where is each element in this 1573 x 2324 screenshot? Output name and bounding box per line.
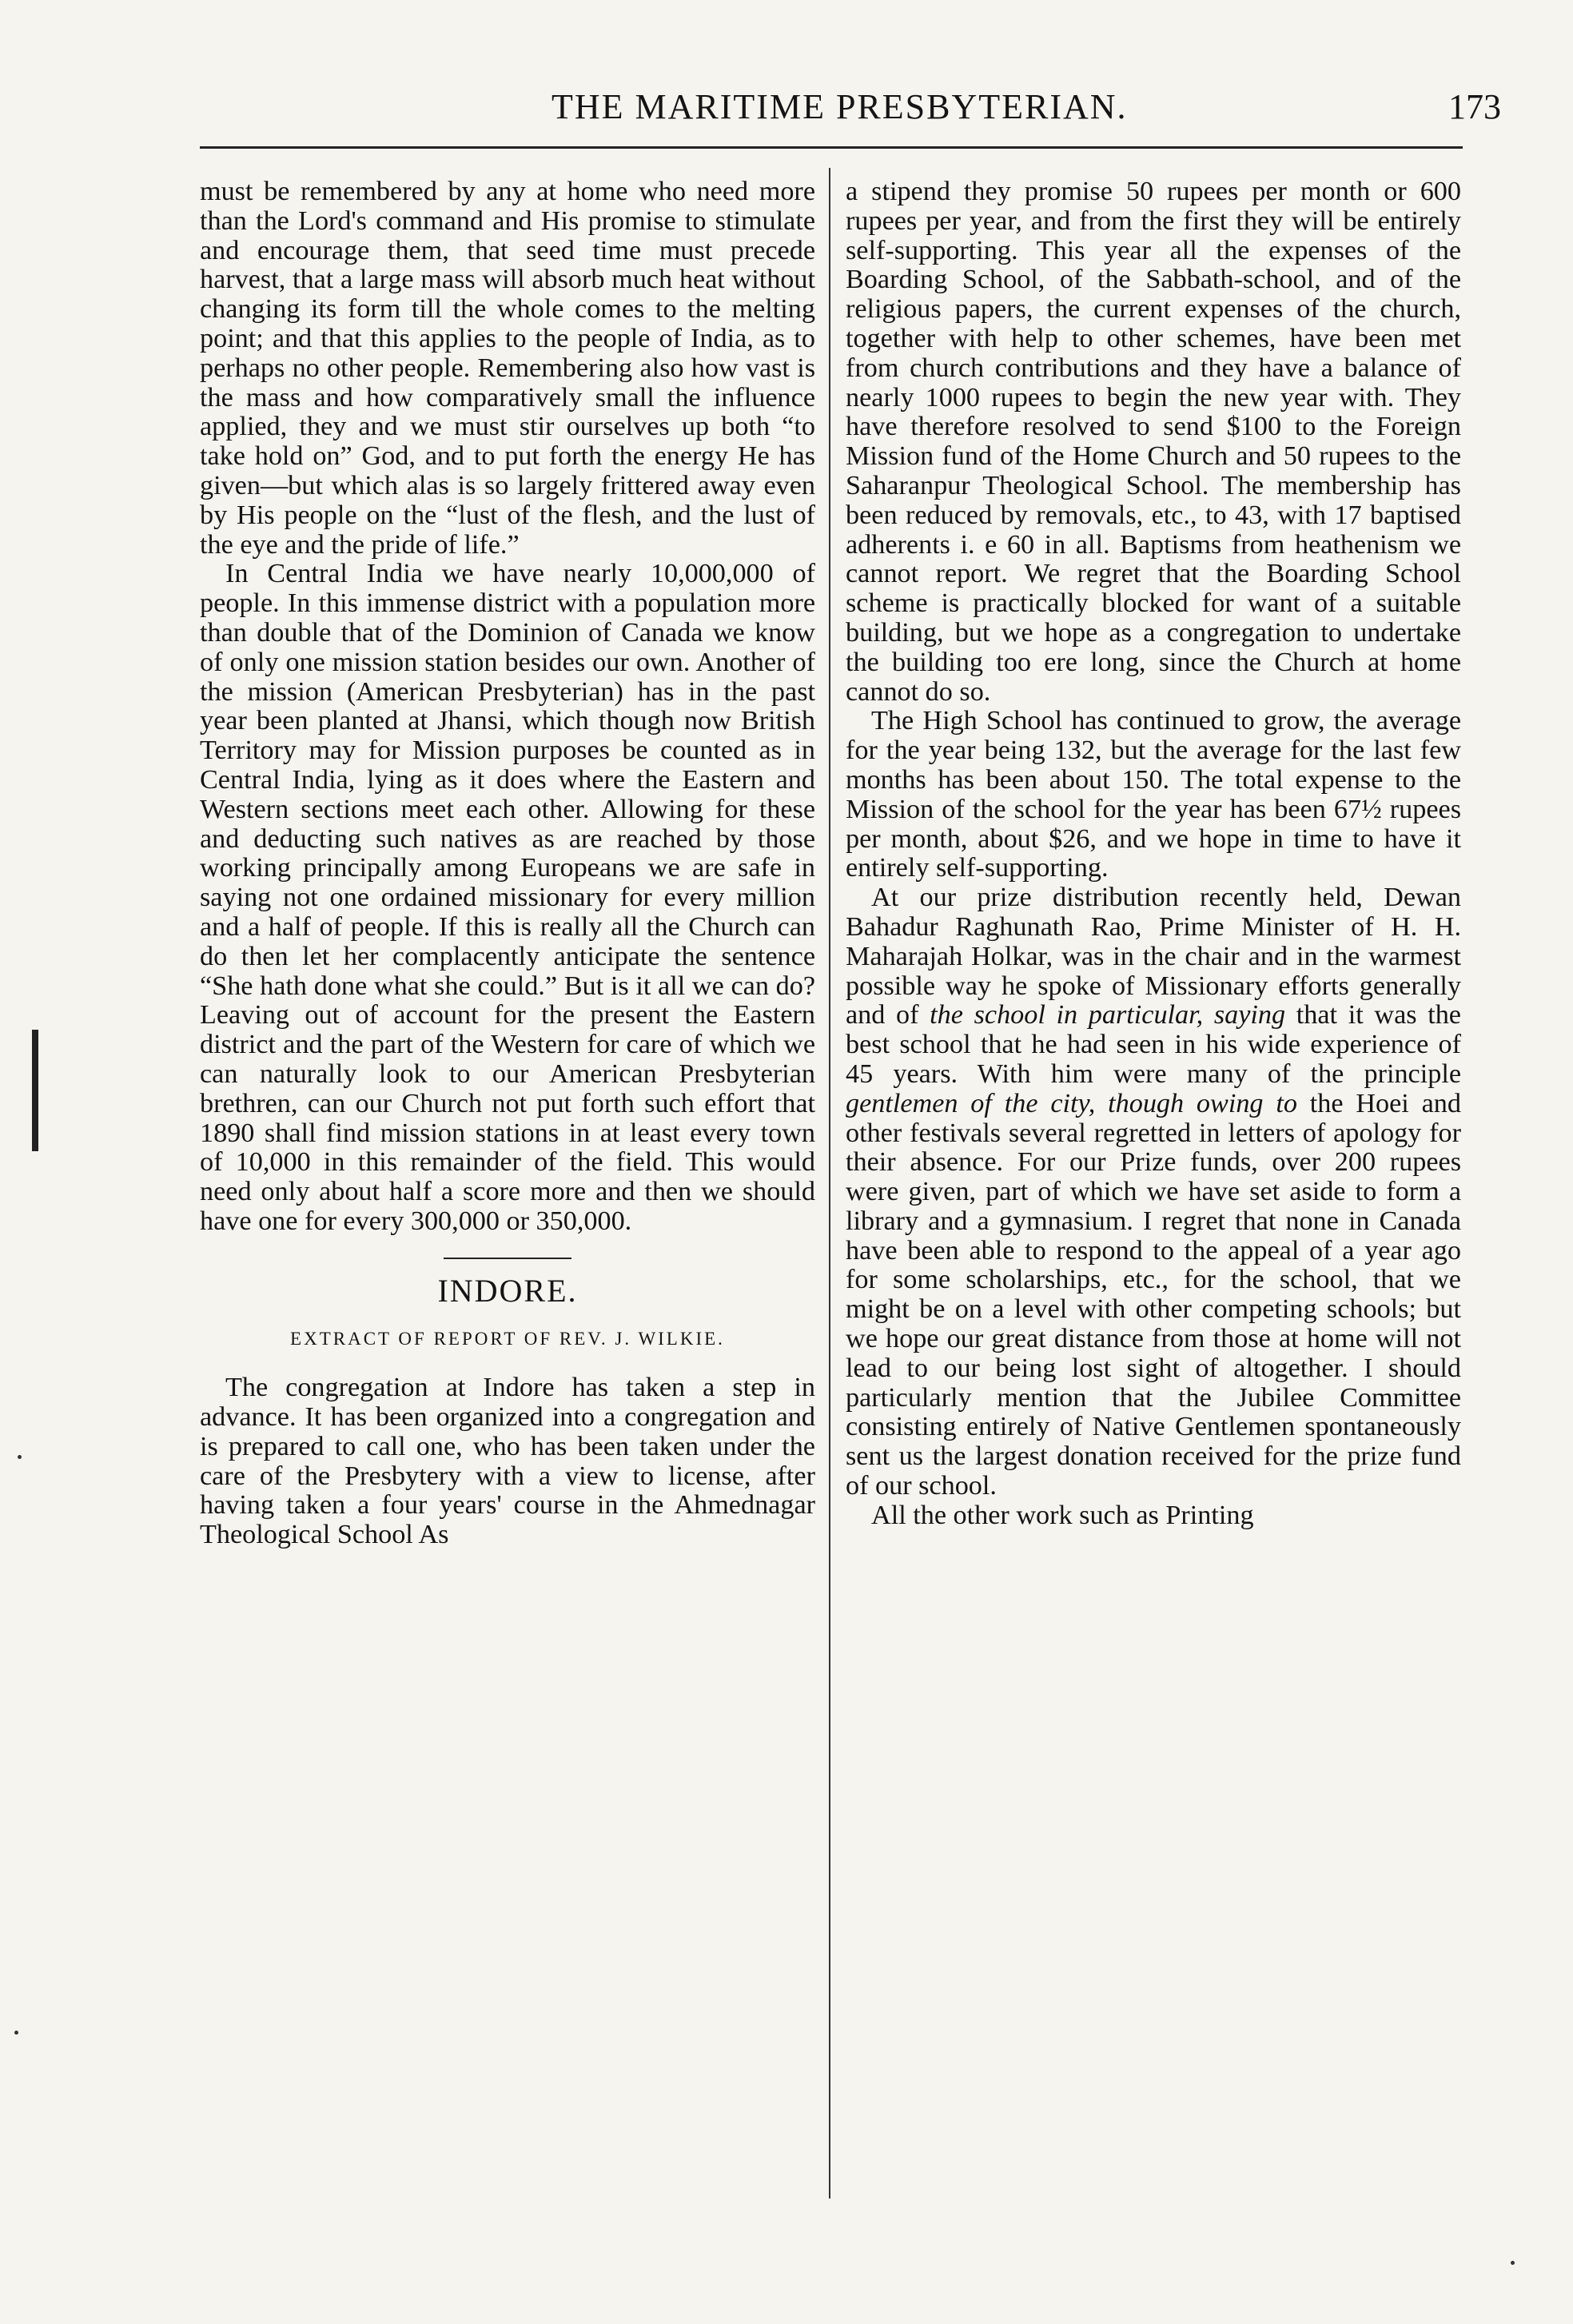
right-paragraph-1: a stipend they promise 50 rupees per month or 600 rupees per year, and from the first they will be entirely self-supporting. This year all the expenses of the Boarding School, of the Sabbath-school, and of the religious papers, the current expenses of the church, together with help to other schemes, have been met from church contributions and they have a balance of nearly 1000 rupees to begin the new year with. They have therefore resolved to send $100 to the Foreign Mission fund of the Home Church and 50 rupees to the Saharanpur Theological School. The membership has been reduced by removals, etc., to 43, with 17 baptised adherents i. e 60 in all. Baptisms from heathenism we cannot report. We regret that the Boarding School scheme is practically blocked for want of a suitable building, but we hope as a congregation to undertake the building too ere long, since the Church at home cannot do so. xyxy=(846,177,1461,707)
header-rule xyxy=(200,146,1463,149)
left-column xyxy=(200,177,815,1550)
paragraph-text: that it was the best school that he had seen in his wide experience of 45 years. With him were many of the principle xyxy=(846,1000,1461,1089)
paragraph-text: the Hoei and other festivals several regretted in letters of apology for their absence. For our Prize funds, over 200 rupees were given, part of which we have set aside to form a library and a gymnasium. I regret that none in Canada have been able to respond to the appeal of a year ago for some scholarships, etc., for the school, that we might be on a level with other competing schools; but we hope our great distance from those at home will not lead to our being lost sight of altogether. I should particularly mention that the Jubilee Committee consisting entirely of Native Gentlemen spontaneously sent us the largest donation received for the prize fund of our school. xyxy=(846,1088,1461,1501)
right-paragraph-2: The High School has continued to grow, the average for the year being 132, but the average for the last few months has been about 150. The total expense to the Mission of the school for the year has been 67½ rupees per month, about $26, and we hope in time to have it entirely self-supporting. xyxy=(846,706,1461,883)
column-divider xyxy=(829,168,830,2198)
paragraph-text: At our prize distribution recently held, Dewan Bahadur Raghunath Rao, Prime Minister of H. H. Maharajah Holkar, was in the chair and in the warmest possible way he spoke of Missionary efforts generally and of xyxy=(846,883,1461,1030)
page-number: 173 xyxy=(1448,87,1501,126)
italic-text: the school in particular, saying xyxy=(930,1000,1286,1030)
margin-speck xyxy=(18,1455,22,1459)
extract-subheading: EXTRACT OF REPORT OF REV. J. WILKIE. xyxy=(290,1329,725,1349)
margin-mark xyxy=(32,1030,38,1151)
section-rule xyxy=(444,1258,571,1259)
italic-text: gentlemen of the city, though owing to xyxy=(846,1088,1297,1118)
right-paragraph-4: All the other work such as Printing xyxy=(871,1500,1254,1530)
section-heading: INDORE. xyxy=(437,1272,578,1309)
left-paragraph-3: The congregation at Indore has taken a step in advance. It has been organized into a congregation and is prepared to call one, who has been taken under the care of the Presbytery with a view to license, after having taken a four years' course in the Ahmednagar Theological School As xyxy=(200,1373,815,1550)
margin-speck xyxy=(1511,2261,1515,2265)
right-column xyxy=(846,177,1461,1531)
right-paragraph-3 xyxy=(846,883,1461,1501)
left-paragraph-1: must be remembered by any at home who need more than the Lord's command and His promise to stimulate and encourage them, that seed time must precede harvest, that a large mass will absorb much heat without changing its form till the whole comes to the melting point; and that this applies to the people of India, as to perhaps no other people. Remembering also how vast is the mass and how comparatively small the influence applied, they and we must stir ourselves up both “to take hold on” God, and to put forth the energy He has given—but which alas is so largely frittered away even by His people on the “lust of the flesh, and the lust of the eye and the pride of life.” xyxy=(200,177,815,560)
running-header xyxy=(200,86,1509,142)
margin-speck xyxy=(14,2031,18,2035)
running-title: THE MARITIME PRESBYTERIAN. xyxy=(552,87,1128,126)
left-paragraph-2: In Central India we have nearly 10,000,000 of people. In this immense district with a population more than double that of the Dominion of Canada we know of only one mission station besides our own. Another of the mission (American Presbyterian) has in the past year been planted at Jhansi, which though now British Territory may for Mission purposes be counted as in Central India, lying as it does where the Eastern and Western sections meet each other. Allowing for these and deducting such natives as are reached by those working principally among Europeans we are safe in saying not one ordained missionary for every million and a half of people. If this is really all the Church can do then let her complacently anticipate the sentence “She hath done what she could.” But is it all we can do? Leaving out of account for the present the Eastern district and the part of the Western for care of which we can naturally look to our American Presbyterian brethren, can our Church not put forth such effort that 1890 shall find mission stations in at least every town of 10,000 in this remainder of the field. This would need only about half a score more and then we should have one for every 300,000 or 350,000. xyxy=(200,559,815,1236)
